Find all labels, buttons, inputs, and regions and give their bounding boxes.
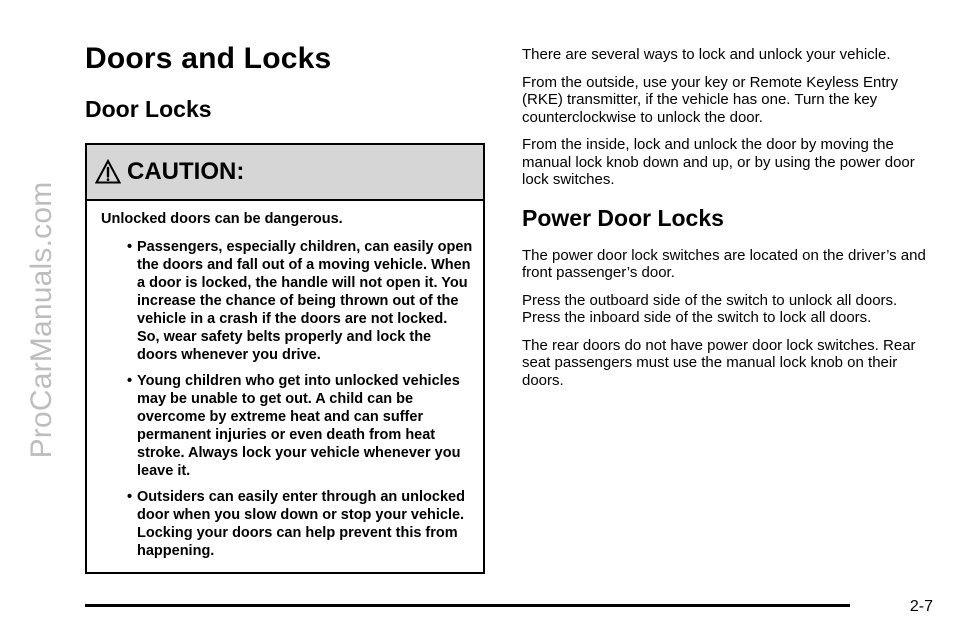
paragraph: The rear doors do not have power door lock switches. Rear seat passengers must use the manual lock knob on their doors.: [522, 336, 916, 389]
section-title: Doors and Locks: [85, 42, 332, 75]
subsection-title: Door Locks: [85, 96, 212, 122]
caution-list: [101, 238, 473, 560]
caution-item: • Passengers, especially children, can easily open the doors and fall out of a moving vehicle. When a door is locked, the handle will not open it. You increase the chance of being thrown out of the vehicle in a crash if the doors are not locked. So, wear safety belts properly and lock the doors whenever you drive.: [101, 238, 473, 364]
power-door-locks-title: Power Door Locks: [522, 204, 724, 231]
watermark: ProCarManuals.com: [25, 181, 58, 459]
right-column: [522, 46, 934, 399]
caution-item: • Young children who get into unlocked vehicles may be unable to get out. A child can be overcome by extreme heat and can suffer permanent injuries or even death from heat stroke. Always lock your vehicle whenever you leave it.: [101, 372, 473, 480]
left-column: [85, 40, 489, 574]
footer-rule: [85, 604, 850, 607]
paragraph: The power door lock switches are located on the driver’s and front passenger’s door.: [522, 246, 926, 281]
page-number: 2-7: [909, 598, 933, 615]
caution-item: • Outsiders can easily enter through an unlocked door when you slow down or stop your vehicle. Locking your doors can help prevent this from happening.: [101, 488, 473, 560]
paragraph: Press the outboard side of the switch to unlock all doors. Press the inboard side of the switch to lock all doors.: [522, 291, 898, 326]
caution-body: [87, 201, 483, 572]
paragraph: From the outside, use your key or Remote Keyless Entry (RKE) transmitter, if the vehicle has one. Turn the key counterclockwise to unlock the door.: [522, 73, 898, 126]
warning-triangle-icon: [95, 159, 121, 185]
caution-intro: Unlocked doors can be dangerous.: [101, 211, 343, 227]
caution-title: CAUTION:: [127, 158, 245, 185]
caution-box: [85, 143, 485, 574]
caution-header: [87, 145, 483, 201]
paragraph: There are several ways to lock and unlock your vehicle.: [522, 46, 891, 63]
paragraph: From the inside, lock and unlock the door by moving the manual lock knob down and up, or by using the power door lock switches.: [522, 136, 915, 188]
